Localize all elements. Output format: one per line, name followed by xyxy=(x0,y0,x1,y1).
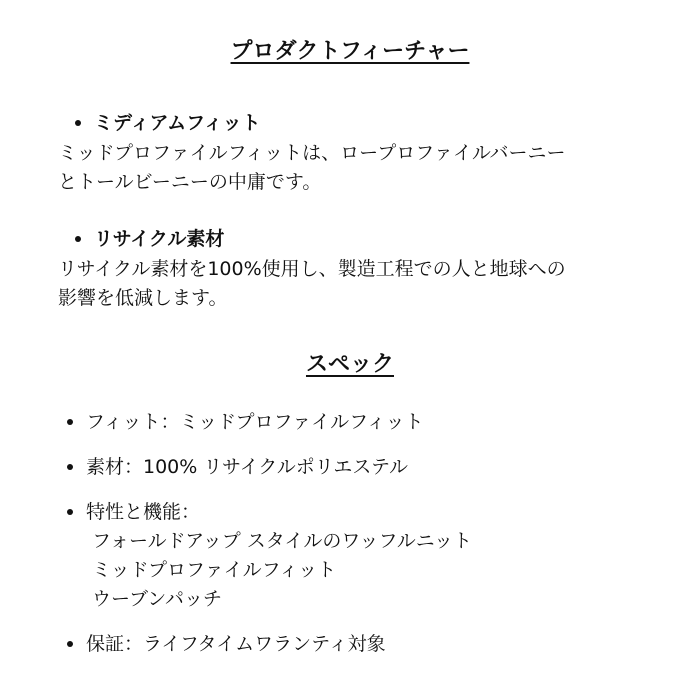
bullet-icon xyxy=(67,509,73,515)
specs-section-title xyxy=(0,351,700,379)
bullet-icon xyxy=(75,236,81,242)
spec-sub-line: ミッドプロファイルフィット xyxy=(92,559,337,581)
feature-heading-text: ミディアムフィット xyxy=(94,112,261,134)
spec-sub-line: ウーブンパッチ xyxy=(92,588,222,610)
bullet-icon xyxy=(75,120,81,126)
bullet-icon xyxy=(67,641,73,647)
feature-item-medium-fit xyxy=(58,109,658,197)
feature-description-line: とトールビーニーの中庸です。 xyxy=(58,171,322,193)
spec-item-text: 特性と機能： xyxy=(86,501,201,523)
spec-sub-line: フォールドアップ スタイルのワッフルニット xyxy=(92,530,472,552)
feature-item-recycled-material xyxy=(58,225,658,313)
features-title-text: プロダクトフィーチャー xyxy=(230,39,470,64)
bullet-icon xyxy=(67,419,73,425)
feature-heading-text: リサイクル素材 xyxy=(94,228,225,250)
feature-heading xyxy=(58,109,658,137)
spec-list xyxy=(58,408,678,675)
spec-item-fit xyxy=(58,408,678,437)
spec-item-features xyxy=(58,498,678,614)
specs-title-text: スペック xyxy=(305,352,394,377)
spec-item-material xyxy=(58,453,678,482)
feature-description-line: リサイクル素材を100%使用し、製造工程での人と地球への xyxy=(58,258,566,280)
feature-description-line: 影響を低減します。 xyxy=(58,287,228,309)
feature-heading xyxy=(58,225,658,253)
features-section-title xyxy=(0,38,700,66)
spec-item-text: フィット：ミッドプロファイルフィット xyxy=(86,411,424,433)
bullet-icon xyxy=(67,464,73,470)
feature-description xyxy=(58,139,658,197)
spec-item-warranty xyxy=(58,630,678,659)
spec-item-text: 保証：ライフタイムワランティ対象 xyxy=(86,633,386,655)
spec-sub-lines xyxy=(86,527,678,614)
feature-description xyxy=(58,255,658,313)
spec-item-text: 素材：100% リサイクルポリエステル xyxy=(86,456,408,478)
feature-description-line: ミッドプロファイルフィットは、ロープロファイルバーニー xyxy=(58,142,566,164)
